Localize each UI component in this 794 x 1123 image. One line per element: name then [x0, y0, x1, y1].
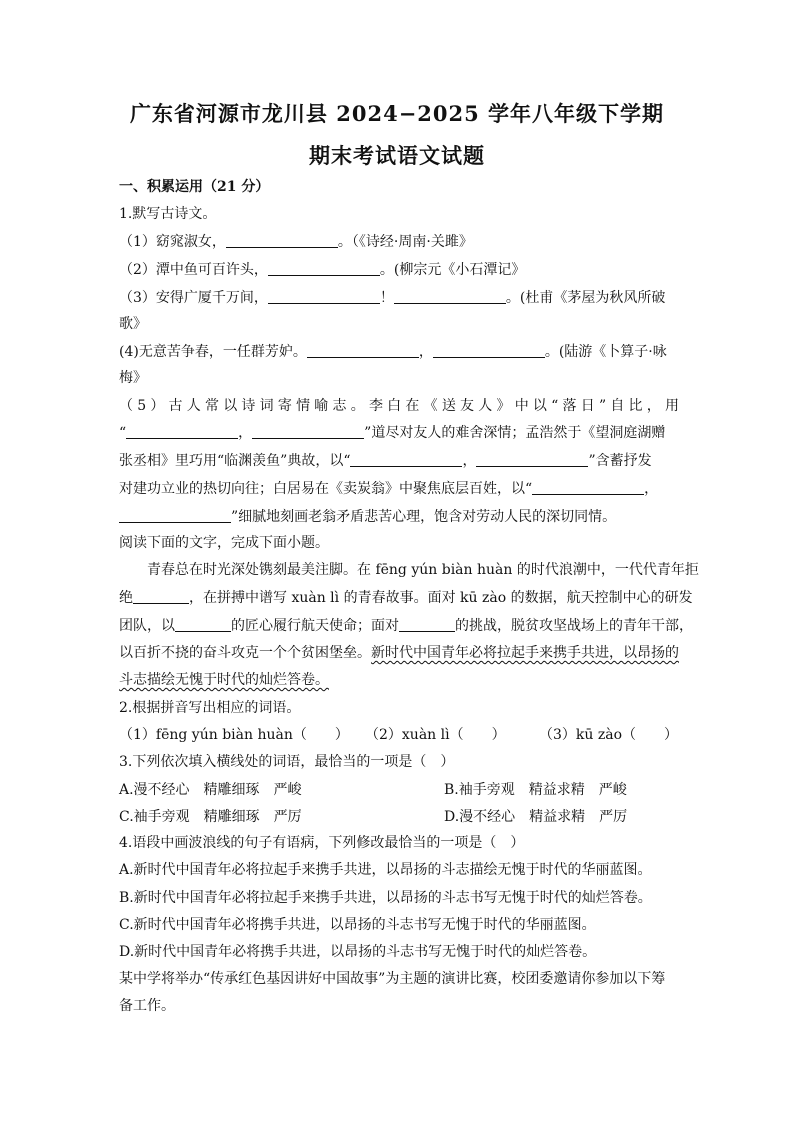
answer-blank[interactable]: [476, 454, 588, 467]
answer-blank[interactable]: [252, 426, 364, 439]
q4-option-a[interactable]: A.新时代中国青年必将拉起手来携手共进，以昂扬的斗志描绘无愧于时代的华丽蓝图。: [119, 862, 652, 878]
passage-line-3: 团队，以 的匠心履行航天使命；面对 的挑战，脱贫攻坚战场上的青年干部，: [119, 618, 693, 634]
passage-line-5: [119, 671, 679, 689]
answer-blank[interactable]: [350, 454, 462, 467]
q2-item-1: （1）fēng yún biàn huàn（ ）: [119, 727, 349, 743]
answer-blank[interactable]: [532, 482, 644, 495]
q3-option-d[interactable]: D.漫不经心 精益求精 严厉: [444, 809, 628, 825]
q1-item-5-l2: “ ， ”道尽对友人的难舍深情；孟浩然于《望洞庭湖赠: [119, 425, 666, 441]
closing-line-1: 某中学将举办“传承红色基因讲好中国故事”为主题的演讲比赛，校团委邀请你参加以下筹: [119, 971, 666, 987]
q1-stem: 1.默写古诗文。: [119, 206, 217, 222]
exam-title-line2: 期末考试语文试题: [309, 143, 485, 168]
answer-blank[interactable]: [119, 510, 231, 523]
q1-item-5-l3: 张丞相》里巧用“临渊羡鱼”典故，以“ ， ”含蓄抒发: [119, 453, 652, 469]
answer-blank[interactable]: [394, 291, 506, 304]
q3-stem: 3.下列依次填入横线处的词语，最恰当的一项是（ ）: [119, 754, 455, 770]
q4-option-c[interactable]: C.新时代中国青年必将携手共进，以昂扬的斗志书写无愧于时代的华丽蓝图。: [119, 917, 596, 933]
passage-line-2: 绝 ，在拼搏中谱写 xuàn lì 的青春故事。面对 kū zào 的数据，航天控制中心的研发: [119, 590, 693, 606]
q1-item-5-l5: ”细腻地刻画老翁矛盾悲苦心理，饱含对劳动人民的深切同情。: [119, 508, 679, 526]
q3-option-c[interactable]: C.袖手旁观 精雕细琢 严厉: [119, 809, 302, 825]
passage-line-4: 以百折不挠的奋斗攻克一个个贫困堡垒。新时代中国青年必将拉起手来携手共进，以昂扬的: [119, 645, 679, 661]
q3-options-row1: [119, 781, 679, 799]
wavy-sentence: 新时代中国青年必将拉起手来携手共进，以昂扬的: [371, 645, 679, 661]
section-heading: 一、积累运用（21 分）: [119, 179, 270, 195]
answer-blank[interactable]: [268, 263, 380, 276]
q1-item-2: （2）潭中鱼可百许头， 。(柳宗元《小石潭记》: [119, 262, 526, 278]
answer-blank[interactable]: [126, 426, 238, 439]
fill-blank[interactable]: [133, 591, 189, 604]
exam-title-line1: 广东省河源市龙川县 2024−2025 学年八年级下学期: [129, 101, 665, 126]
closing-line-2: 备工作。: [119, 998, 175, 1014]
fill-blank[interactable]: [399, 619, 455, 632]
q1-item-4: (4)无意苦争春，一任群芳妒。 ， 。(陆游《卜算子·咏: [119, 344, 667, 360]
answer-blank[interactable]: [268, 291, 380, 304]
q1-item-3-cont: 歌》: [119, 316, 147, 332]
wavy-sentence-cont: 斗志描绘无愧于时代的灿烂答卷。: [119, 672, 329, 688]
q4-option-b[interactable]: B.新时代中国青年必将拉起手来携手共进，以昂扬的斗志书写无愧于时代的灿烂答卷。: [119, 890, 652, 906]
reading-intro: 阅读下面的文字，完成下面小题。: [119, 535, 329, 551]
answer-blank[interactable]: [307, 345, 419, 358]
q2-stem: 2.根据拼音写出相应的词语。: [119, 700, 301, 716]
answer-blank[interactable]: [226, 235, 338, 248]
q3-options-row2: [119, 808, 679, 826]
q1-item-1: （1）窈窕淑女， 。（《诗经·周南·关雎》: [119, 234, 473, 250]
q2-item-2: （2）xuàn lì（ ）: [365, 727, 506, 743]
q1-item-4-cont: 梅》: [119, 370, 147, 386]
q1-item-5: （5）古人常以诗词寄情喻志。李白在《送友人》中以“落日”自比，用: [119, 398, 679, 414]
answer-blank[interactable]: [433, 345, 545, 358]
fill-blank[interactable]: [175, 619, 231, 632]
q4-option-d[interactable]: D.新时代中国青年必将携手共进，以昂扬的斗志书写无愧于时代的灿烂答卷。: [119, 944, 597, 960]
q4-stem: 4.语段中画波浪线的句子有语病，下列修改最恰当的一项是（ ）: [119, 835, 525, 851]
q3-option-a[interactable]: A.漫不经心 精雕细琢 严峻: [119, 782, 302, 798]
q1-item-3: （3）安得广厦千万间， ！ 。(杜甫《茅屋为秋风所破: [119, 290, 666, 306]
q1-item-5-l4: 对建功立业的热切向往；白居易在《卖炭翁》中聚焦底层百姓，以“ ，: [119, 481, 659, 497]
q3-option-b[interactable]: B.袖手旁观 精益求精 严峻: [444, 782, 627, 798]
q2-items: [119, 726, 679, 744]
passage-line-1: 青春总在时光深处镌刻最美注脚。在 fēng yún biàn huàn 的时代浪潮中，一代代青年拒: [147, 562, 699, 578]
q2-item-3: （3）kū zào（ ）: [539, 727, 679, 743]
